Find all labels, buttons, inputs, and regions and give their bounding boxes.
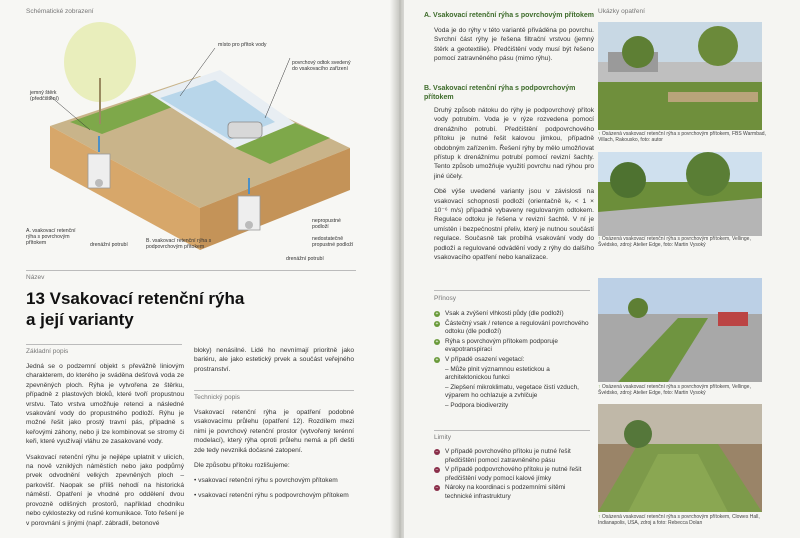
drain-pipe-b [245, 221, 253, 229]
caption-1: ↑ Osázená vsakovací retenční rýha s povrchovým přítokem, FBS Warmbad, Villach, Rakousko, foto: autor [598, 131, 766, 144]
title-line-2: a její varianty [26, 310, 134, 329]
minus-icon: − [435, 485, 439, 492]
car [228, 122, 262, 138]
left-page [0, 0, 396, 538]
limits-list [434, 448, 590, 503]
caption-4: ↑ Osázená vsakovací retenční rýha s povrchovým přítokem, Clowes Hall, Indianapolis, USA, zdroj a foto: Rebecca Dolan [598, 514, 760, 527]
callout-nedostatecne: nedostatečně propustné podloží [312, 236, 354, 248]
limits-label: Limity [434, 434, 451, 441]
tech-paragraph-1: Vsakovací retenční rýha je opatření podobné vsakovacímu průlehu (opatření 12). Rozdílem mezi nimi je povrchový retenční prostor (vytvořený terénní modelací), který rýha oproti průlehu nemá a při dešti zde tedy nevzniká dočasné zatopení. [194, 409, 354, 454]
text-a: Voda je do rýhy v této variantě přiváděna po povrchu. Svrchní část rýhy je řešena filtrační vrstvou (jemný štěrk a geotextilie). Předčištění vody musí být řešeno pomocí zatravněného pásu (mimo rýhu). [434, 27, 594, 63]
tech-paragraph-2: Dle způsobu přítoku rozlišujeme: [194, 462, 290, 470]
pros-list [434, 310, 590, 412]
callout-misto: místo pro přítok vody [218, 42, 267, 48]
minus-icon: − [435, 449, 439, 455]
heading-b: B. Vsakovací retenční rýha s podpovrchovým přítokem [424, 85, 576, 101]
pros-sub-item: – Podpora biodiverzity [445, 401, 509, 409]
caption-2: ↑ Osázená vsakovací retenční rýha s povrchovým přítokem, Vellinge, Švédsko, zdroj: Atelier Edge, foto: Martin Vysoký [598, 236, 751, 249]
basic-paragraph-2: Vsakovací retenční rýhu je nejlépe uplatnit v ulicích, na nově vzniklých náměstích nebo jako podpůrný prvek odvodnění velkých zpevněných ploch – parkovišť. Naopak se příliš nehodí na historická náměstí. Opatření je vhodné pro oddělení dvou provozně odlišných prostorů, například chodníku nebo cyklostezky od rušné komunikace. Toto řešení je v porovnání s jinými (např. zábradlí, betonové [26, 453, 184, 527]
tech-list-item: • vsakovací retenční rýhu s povrchovým přítokem [194, 477, 338, 485]
text-b-paragraph-2: Obě výše uvedené varianty jsou v závislosti na vsakovací schopnosti podloží (orientačně kᵥ < 1 × 10⁻⁶ m/s) případně vybaveny regulovaným odtokem. Regulace odtoku je řešena v revizní šachtě. V ní je umístěn i bezpečnostní přeliv, který je nutnou součástí regulace. Současně tak probíhá vsakování vody do podloží a regulované odvádění vody z rýhy do dalšího vsakovacího opatření nebo kanalizace. [434, 188, 594, 262]
photo-4 [598, 404, 762, 512]
diagram-label: Schématické zobrazení [26, 8, 94, 15]
page-title [26, 288, 366, 330]
tech-list-item: • vsakovací retenční rýhu s podpovrchovým přítokem [194, 491, 349, 499]
title-line-1: 13 Vsakovací retenční rýha [26, 289, 245, 308]
basic-paragraph-1: Jedná se o podzemní objekt s převážně liniovým charakterem, do kterého je sváděna dešťová voda ze zpevněných ploch. Rýha je vytvořena ze štěrku, případně z plastových bloků, které tvoří propustnou vrstvu. Tato vrstva umožňuje retenci a následné vsakování vody do propustného podloží. Rýhu je možné řešit jako prostý travní pás, případně s keřovými záhony, nebo ji lze kombinovat se stromy či keři, které využívají vláhu ze zasakované vody. [26, 363, 184, 446]
limits-item: − Nároky na koordinaci s podzemními sítěmi technické infrastruktury [435, 484, 566, 500]
text-b-paragraph-1: Druhý způsob nátoku do rýhy je podpovrchový přítok vody potrubím. Voda je v rýze rozvedena pomocí drenážního potrubí. Předčištění podpovrchového přítoku je nutné řešit kalovou jímkou, případně obdobným zařízením. Řešení rýhy by mělo umožňovat přístup k drenážnímu potrubí pomocí revizní šachty. Tento způsob umožňuje využití povrchu nad rýhou pro jiné účely. [434, 107, 594, 180]
photo-2 [598, 152, 762, 236]
limits-item: − V případě povrchového přítoku je nutné řešit předčištění pomocí zatravněného pásu [435, 448, 571, 464]
examples-label: Ukázky opatření [598, 8, 645, 15]
callout-povrchovy-odtok: povrchový odtok svedený do vsakovacího zařízení [292, 60, 351, 72]
name-label: Název [26, 274, 45, 281]
continuation-paragraph: bloky) nenásilné. Lidé ho nevnímají prioritně jako bariéru, ale jako estetický prvek a součást veřejného prostranství. [194, 347, 354, 373]
basic-label: Základní popis [26, 348, 69, 355]
limits-item: − V případě podpovrchového přítoku je nutné řešit předčištění vody pomocí kalové jímky [435, 466, 582, 482]
pros-item: + Rýha s povrchovým přítokem podporuje evapotranspiraci [435, 337, 558, 354]
plus-icon: + [435, 338, 439, 345]
text-b [434, 106, 594, 269]
pros-sub-item: – Může plnit významnou estetickou a architektonickou funkci [445, 365, 550, 382]
pros-sub-item: – Zlepšení mikroklimatu, vegetace čistí vzduch, výparem ho ochlazuje a zvhlčuje [445, 383, 579, 400]
callout-drenazni-2: drenážní potrubí [286, 256, 324, 262]
divider [26, 270, 356, 271]
pros-item: + Částečný vsak / retence a regulování povrchového odtoku (dle podloží) [435, 319, 589, 336]
drain-pipe-a [95, 179, 103, 187]
pros-label: Přínosy [434, 295, 457, 302]
column-2-continuation [194, 346, 354, 380]
photo-3 [598, 278, 762, 382]
minus-icon: − [435, 467, 439, 474]
technical-description [194, 408, 354, 505]
pros-item: + V případě osazení vegetací: [435, 355, 525, 363]
divider [434, 290, 590, 291]
divider [26, 344, 182, 345]
caption-3: ↑ Osázená vsakovací retenční rýha s povrchovým přítokem, Vellinge, Švédsko, zdroj: Atelier Edge, foto: Martin Vysoký [598, 384, 751, 397]
plus-icon: + [435, 356, 439, 363]
basic-description [26, 362, 184, 534]
plus-icon: + [435, 320, 439, 327]
callout-variant-a: A. vsakovací retenční rýha s povrchovým přítokem [26, 228, 76, 246]
callout-drenazni-1: drenážní potrubí [90, 242, 128, 248]
heading-a: A. Vsakovací retenční rýha s povrchovým přítokem [424, 12, 595, 19]
photo-1 [598, 22, 762, 130]
pros-item: + Vsak a zvýšení vlhkosti půdy (dle podloží) [435, 310, 564, 317]
callout-jemny-sterk: jemný štěrk (předčištění) [30, 90, 59, 102]
tech-label: Technický popis [194, 394, 240, 401]
trench-diagram [30, 18, 350, 258]
plus-icon: + [435, 311, 439, 317]
tech-list [194, 476, 354, 500]
divider [194, 390, 354, 391]
callout-variant-b: B. vsakovací retenční rýha s podpovrchovým přítokem [146, 238, 212, 250]
callout-nepropustne: nepropustné podloží [312, 218, 341, 230]
divider [434, 430, 590, 431]
